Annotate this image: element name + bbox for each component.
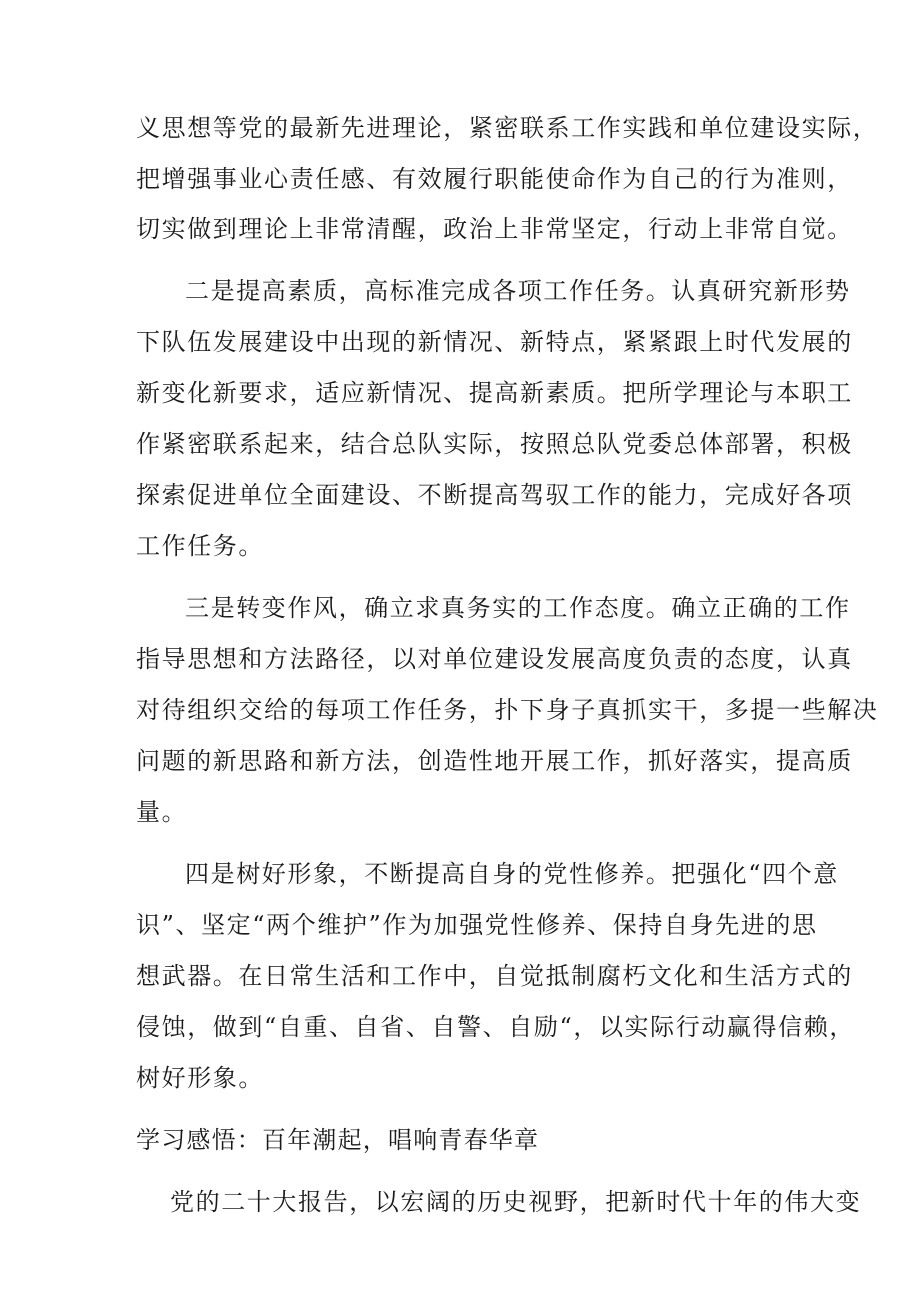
text-line: 切实做到理论上非常清醒，政治上非常坚定，行动上非常自觉。 [136,215,853,243]
text-line: 作紧密联系起来，结合总队实际，按照总队党委总体部署，积极 [136,430,853,458]
text-line: 侵蚀，做到“自重、自省、自警、自励“，以实际行动赢得信赖， [136,1013,855,1041]
text-line: 工作任务。 [136,532,264,560]
text-line: 识”、坚定“两个维护”作为加强党性修养、保持自身先进的思 [136,911,818,939]
text-line: 下队伍发展建设中出现的新情况、新特点，紧紧跟上时代发展的 [136,328,853,356]
text-line: 把增强事业心责任感、有效履行职能使命作为自己的行为准则， [136,165,853,193]
text-line: 树好形象。 [136,1064,264,1092]
text-line: 想武器。在日常生活和工作中，自觉抵制腐朽文化和生活方式的 [136,962,853,990]
text-line: 对待组织交给的每项工作任务，扑下身子真抓实干，多提一些解决 [136,696,879,724]
text-line: 量。 [136,798,188,826]
paragraph-start-line: 党的二十大报告，以宏阔的历史视野，把新时代十年的伟大变 [170,1188,862,1216]
text-line: 指导思想和方法路径，以对单位建设发展高度负责的态度，认真 [136,645,853,673]
paragraph-start-line: 二是提高素质，高标准完成各项工作任务。认真研究新形势 [185,277,851,305]
text-line: 新变化新要求，适应新情况、提高新素质。把所学理论与本职工 [136,379,853,407]
text-line: 问题的新思路和新方法，创造性地开展工作，抓好落实，提高质 [136,747,853,775]
section-heading: 学习感悟：百年潮起，唱响青春华章 [136,1126,540,1154]
paragraph-start-line: 四是树好形象，不断提高自身的党性修养。把强化“四个意 [185,860,839,888]
paragraph-start-line: 三是转变作风，确立求真务实的工作态度。确立正确的工作 [185,594,851,622]
text-line: 义思想等党的最新先进理论，紧密联系工作实践和单位建设实际， [136,114,879,142]
text-line: 探索促进单位全面建设、不断提高驾驭工作的能力，完成好各项 [136,481,853,509]
